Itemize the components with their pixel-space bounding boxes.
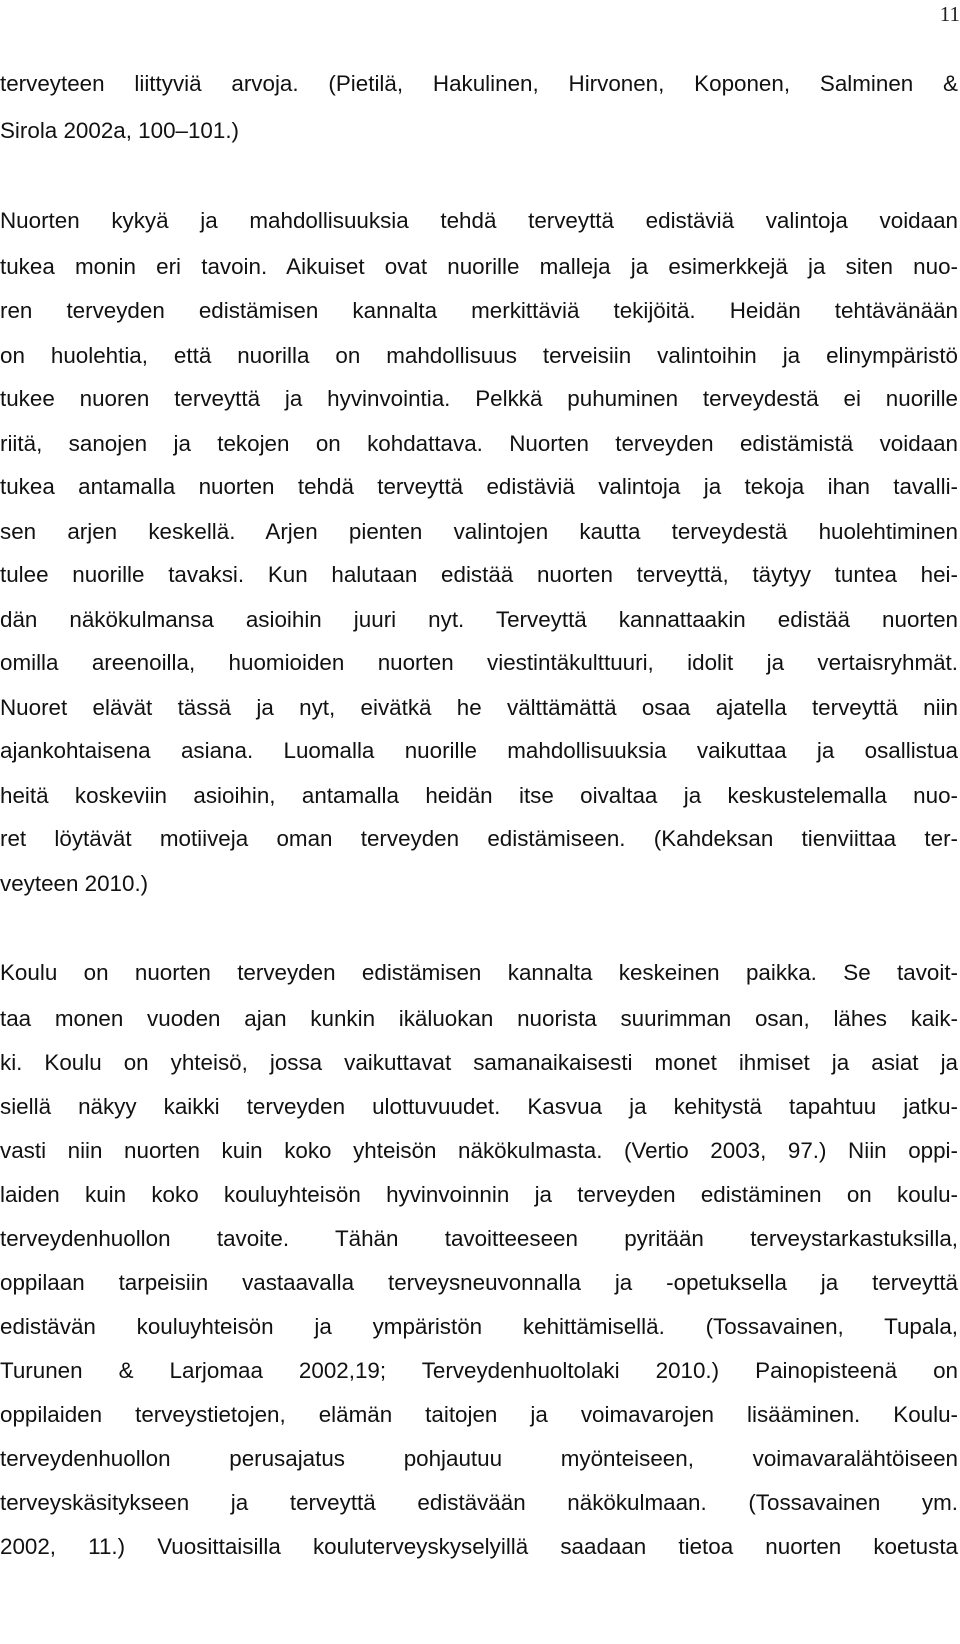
text-line: vasti niin nuorten kuin koko yhteisön näkökulmasta. (Vertio 2003, 97.) Niin oppi- (0, 1138, 958, 1163)
text-line: terveydenhuollon tavoite. Tähän tavoitteeseen pyritään terveystarkastuksilla, (0, 1226, 958, 1251)
text-line: terveyskäsitykseen ja terveyttä edistävään näkökulmaan. (Tossavainen ym. (0, 1490, 958, 1515)
text-line: ajankohtaisena asiana. Luomalla nuorille mahdollisuuksia vaikuttaa ja osallistua (0, 738, 958, 763)
text-line: taa monen vuoden ajan kunkin ikäluokan nuorista suurimman osan, lähes kaik- (0, 1006, 958, 1031)
text-line: sen arjen keskellä. Arjen pienten valintojen kautta terveydestä huolehtiminen (0, 519, 958, 544)
text-line: Nuoret elävät tässä ja nyt, eivätkä he välttämättä osaa ajatella terveyttä niin (0, 695, 958, 720)
text-line: terveyteen liittyviä arvoja. (Pietilä, Hakulinen, Hirvonen, Koponen, Salminen & (0, 71, 958, 96)
text-line: veyteen 2010.) (0, 871, 149, 896)
text-line: on huolehtia, että nuorilla on mahdollisuus terveisiin valintoihin ja elinympäristö (0, 343, 958, 368)
text-line: tukee nuoren terveyttä ja hyvinvointia. Pelkkä puhuminen terveydestä ei nuorille (0, 386, 958, 411)
page-number: 11 (939, 2, 960, 26)
text-line: Koulu on nuorten terveyden edistämisen kannalta keskeinen paikka. Se tavoit- (0, 960, 958, 985)
text-line: oppilaan tarpeisiin vastaavalla terveysneuvonnalla ja -opetuksella ja terveyttä (0, 1270, 958, 1295)
text-line: oppilaiden terveystietojen, elämän taitojen ja voimavarojen lisääminen. Koulu- (0, 1402, 958, 1427)
text-line: edistävän kouluyhteisön ja ympäristön kehittämisellä. (Tossavainen, Tupala, (0, 1314, 958, 1339)
text-line: ren terveyden edistämisen kannalta merkittäviä tekijöitä. Heidän tehtävänään (0, 298, 958, 323)
text-line: siellä näkyy kaikki terveyden ulottuvuudet. Kasvua ja kehitystä tapahtuu jatku- (0, 1094, 958, 1119)
text-line: laiden kuin koko kouluyhteisön hyvinvoinnin ja terveyden edistäminen on koulu- (0, 1182, 958, 1207)
text-line: terveydenhuollon perusajatus pohjautuu myönteiseen, voimavaralähtöiseen (0, 1446, 958, 1471)
text-line: omilla areenoilla, huomioiden nuorten viestintäkulttuuri, idolit ja vertaisryhmät. (0, 650, 958, 675)
text-line: riitä, sanojen ja tekojen on kohdattava. Nuorten terveyden edistämistä voidaan (0, 431, 958, 456)
text-line: ki. Koulu on yhteisö, jossa vaikuttavat samanaikaisesti monet ihmiset ja asiat ja (0, 1050, 958, 1075)
text-line: ret löytävät motiiveja oman terveyden edistämiseen. (Kahdeksan tienviittaa ter- (0, 826, 958, 851)
text-line: tukea monin eri tavoin. Aikuiset ovat nuorille malleja ja esimerkkejä ja siten nuo- (0, 254, 958, 279)
text-line: dän näkökulmansa asioihin juuri nyt. Terveyttä kannattaakin edistää nuorten (0, 607, 958, 632)
text-line: heitä koskeviin asioihin, antamalla heidän itse oivaltaa ja keskustelemalla nuo- (0, 783, 958, 808)
text-line: Nuorten kykyä ja mahdollisuuksia tehdä terveyttä edistäviä valintoja voidaan (0, 208, 958, 233)
text-line: tukea antamalla nuorten tehdä terveyttä edistäviä valintoja ja tekoja ihan tavalli- (0, 474, 958, 499)
text-line: Turunen & Larjomaa 2002,19; Terveydenhuoltolaki 2010.) Painopisteenä on (0, 1358, 958, 1383)
text-line: 2002, 11.) Vuosittaisilla kouluterveyskyselyillä saadaan tietoa nuorten koetusta (0, 1534, 958, 1559)
text-line: Sirola 2002a, 100–101.) (0, 118, 240, 143)
text-line: tulee nuorille tavaksi. Kun halutaan edistää nuorten terveyttä, täytyy tuntea hei- (0, 562, 958, 587)
